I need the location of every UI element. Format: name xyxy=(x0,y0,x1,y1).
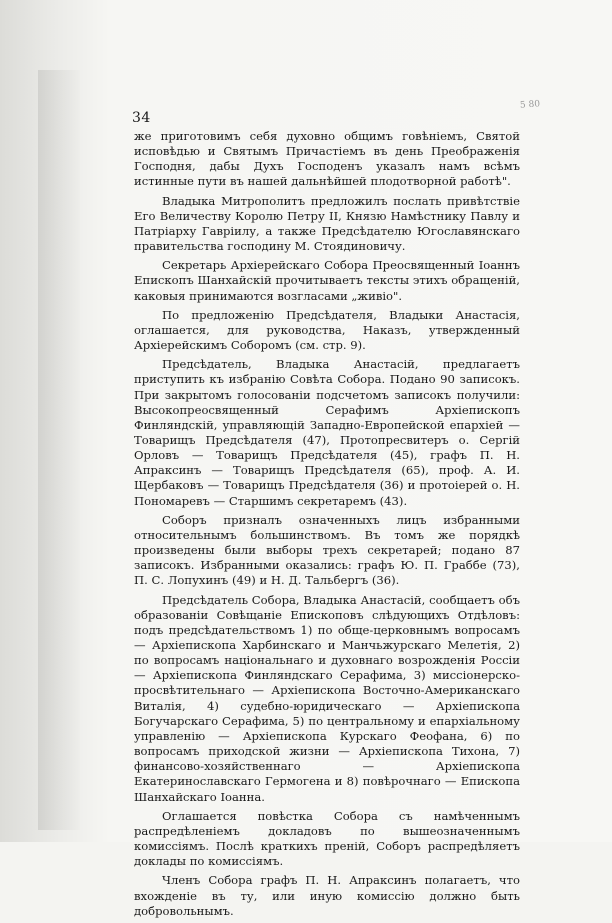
paragraph: Соборъ призналъ означенныхъ лицъ избранными относительнымъ большинствомъ. Въ томъ же порядкѣ произведены были выборы трехъ секретарей; подано 87 записокъ. Избранными оказались: графъ Ю. П. Граббе (73), П. С. Лопухинъ (49) и Н. Д. Тальбергъ (36). xyxy=(134,512,520,588)
paragraph: Предсѣдатель Собора, Владыка Анастасій, сообщаетъ объ образованіи Совѣщаніе Епископовъ слѣдующихъ Отдѣловъ: подъ предсѣдательствомъ 1) по обще-церковнымъ вопросамъ — Архіепископа Харбинскаго и Манчьжурскаго Мелетія, 2) по вопросамъ національнаго и духовнаго возрожденія Россіи — Архіепископа Финляндскаго Серафима, 3) миссіонерско-просвѣтительнаго — Архіепископа Восточно-Американскаго Виталія, 4) судебно-юридическаго — Архіепископа Богучарскаго Серафима, 5) по центральному и епархіальному управленію — Архіепископа Курскаго Феофана, 6) по вопросамъ приходской жизни — Архіепископа Тихона, 7) финансово-хозяйственнаго — Архіепископа Екатеринославскаго Гермогена и 8) повѣрочнаго — Епископа Шанхайскаго Іоанна. xyxy=(134,592,520,804)
archive-stamp: 5 80 xyxy=(519,99,541,111)
paragraph: Оглашается повѣстка Собора съ намѣченнымъ распредѣленіемъ докладовъ по вышеозначеннымъ комиссіямъ. Послѣ краткихъ преній, Соборъ распредѣляетъ доклады по комиссіямъ. xyxy=(134,808,520,869)
page-number: 34 xyxy=(132,110,151,126)
paragraph: Предсѣдатель, Владыка Анастасій, предлагаетъ приступить къ избранію Совѣта Собора. Подано 90 записокъ. При закрытомъ голосованіи подсчетомъ записокъ получили: Высокопреосвященный Серафимъ Архіепископъ Финляндскій, управляющій Западно-Европейской епархіей — Товарищъ Предсѣдателя (47), Протопресвитеръ о. Сергій Орловъ — Товарищъ Предсѣдателя (45), графъ П. Н. Апраксинъ — Товарищъ Предсѣдателя (65), проф. А. И. Щербаковъ — Товарищъ Предсѣдателя (36) и протоіерей о. Н. Пономаревъ — Старшимъ секретаремъ (43). xyxy=(134,357,520,508)
paragraph: Секретарь Архіерейскаго Собора Преосвященный Іоаннъ Епископъ Шанхайскій прочитываетъ тексты этихъ обращеній, каковыя принимаются возгласами „живіо". xyxy=(134,258,520,303)
paragraph: Членъ Собора графъ П. Н. Апраксинъ полагаетъ, что вхожденіе въ ту, или иную комиссію должно быть добровольнымъ. xyxy=(134,873,520,918)
binding-shadow xyxy=(38,70,80,830)
paragraph: Владыка Митрополитъ предложилъ послать привѣтствіе Его Величеству Королю Петру II, Князю Намѣстнику Павлу и Патріарху Гавріилу, а также Предсѣдателю Югославянскаго правительства господину М. Стоядиновичу. xyxy=(134,193,520,254)
body-text xyxy=(134,129,520,923)
paragraph: же приготовимъ себя духовно общимъ говѣніемъ, Святой исповѣдью и Святымъ Причастіемъ въ день Преображенія Господня, дабы Духъ Господенъ указалъ намъ всѣмъ истинные пути въ нашей дальнѣйшей плодотворной работѣ". xyxy=(134,129,520,189)
paragraph: По предложенію Предсѣдателя, Владыки Анастасія, оглашается, для руководства, Наказъ, утвержденный Архіерейскимъ Соборомъ (см. стр. 9). xyxy=(134,307,520,353)
